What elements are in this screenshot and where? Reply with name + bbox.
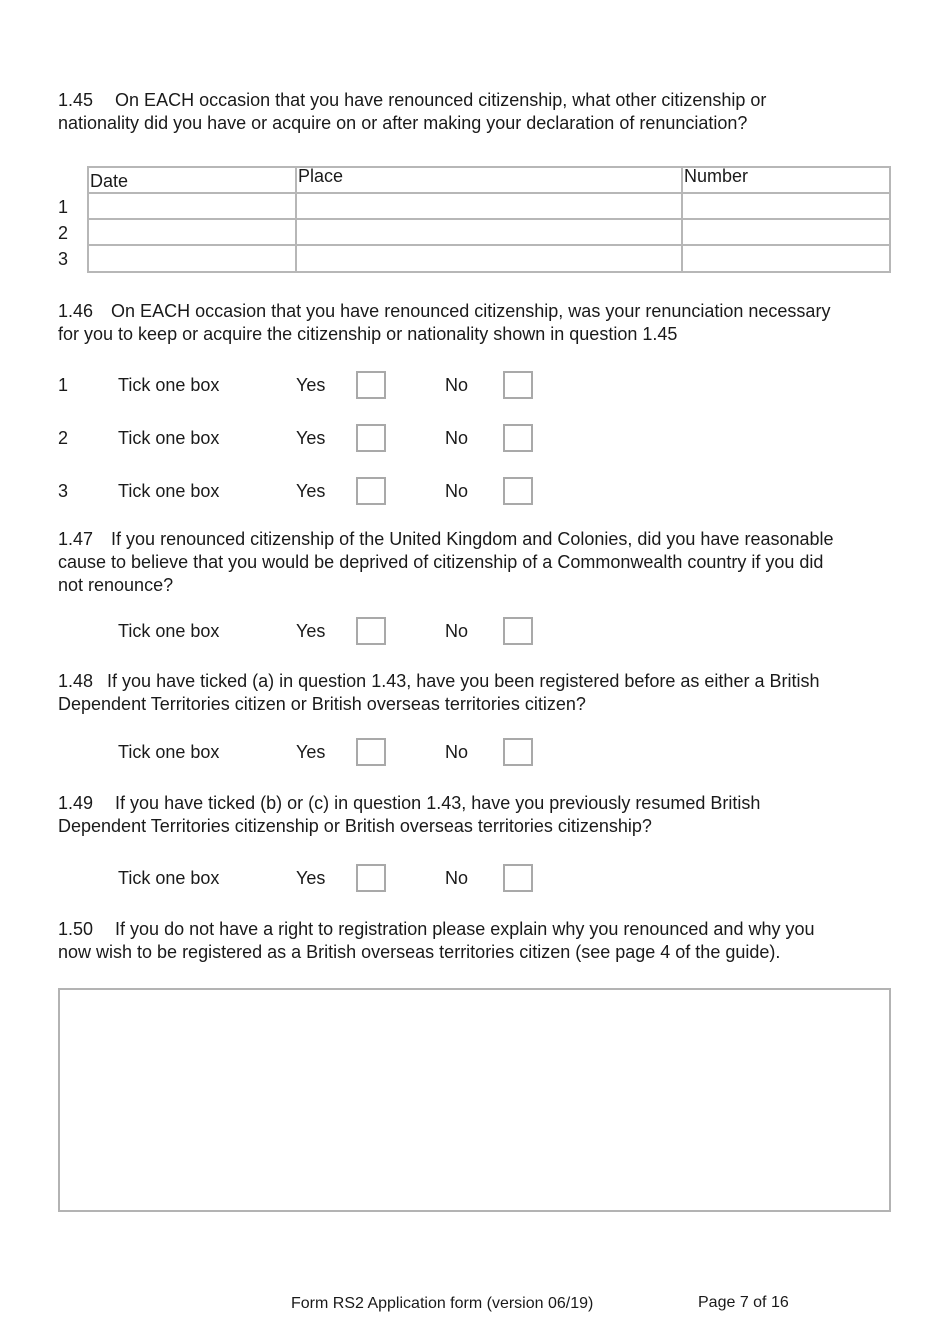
question-number: 1.50 xyxy=(58,919,94,939)
tick-prompt: Tick one box xyxy=(118,621,220,641)
question-number: 1.48 xyxy=(58,671,94,691)
q147-yes-checkbox[interactable] xyxy=(356,617,386,645)
question-1-48-line1: 1.48 If you have ticked (a) in question 1.43, have you been registered before as either a British xyxy=(58,671,820,691)
q147-no-checkbox[interactable] xyxy=(503,617,533,645)
yes-label: Yes xyxy=(296,868,326,888)
number-input-3[interactable] xyxy=(681,244,891,273)
question-1-47-line3: not renounce? xyxy=(58,575,174,595)
question-1-46-line1: 1.46 On EACH occasion that you have renounced citizenship, was your renunciation necessary xyxy=(58,301,831,321)
question-1-49-line1: 1.49 If you have ticked (b) or (c) in question 1.43, have you previously resumed British xyxy=(58,793,761,813)
question-number: 1.49 xyxy=(58,793,94,813)
footer-page-number: Page 7 of 16 xyxy=(698,1294,789,1311)
question-1-50-line2: now wish to be registered as a British overseas territories citizen (see page 4 of the guide). xyxy=(58,942,781,962)
number-input-1[interactable] xyxy=(681,192,891,220)
answer-row-number: 2 xyxy=(58,428,69,448)
header-place: Place xyxy=(295,166,683,194)
tick-prompt: Tick one box xyxy=(118,428,220,448)
q146-row1-no-checkbox[interactable] xyxy=(503,371,533,399)
yes-label: Yes xyxy=(296,481,326,501)
yes-label: Yes xyxy=(296,375,326,395)
q146-row1-yes-checkbox[interactable] xyxy=(356,371,386,399)
question-1-47-line1: 1.47 If you renounced citizenship of the United Kingdom and Colonies, did you have reasonable xyxy=(58,529,834,549)
no-label: No xyxy=(445,481,469,501)
question-1-48-line2: Dependent Territories citizen or British overseas territories citizen? xyxy=(58,694,586,714)
answer-row-number: 1 xyxy=(58,375,69,395)
question-1-45-line2: nationality did you have or acquire on or after making your declaration of renunciation? xyxy=(58,113,748,133)
header-date: Date xyxy=(87,166,297,194)
q146-row3-no-checkbox[interactable] xyxy=(503,477,533,505)
place-input-3[interactable] xyxy=(295,244,683,273)
question-number: 1.47 xyxy=(58,529,94,549)
question-1-46-line2: for you to keep or acquire the citizenship or nationality shown in question 1.45 xyxy=(58,324,678,344)
no-label: No xyxy=(445,428,469,448)
tick-prompt: Tick one box xyxy=(118,481,220,501)
yes-label: Yes xyxy=(296,428,326,448)
question-1-50-line1: 1.50 If you do not have a right to registration please explain why you renounced and why you xyxy=(58,919,815,939)
q149-yes-checkbox[interactable] xyxy=(356,864,386,892)
date-input-3[interactable] xyxy=(87,244,297,273)
q148-no-checkbox[interactable] xyxy=(503,738,533,766)
q146-row2-yes-checkbox[interactable] xyxy=(356,424,386,452)
explanation-textarea[interactable] xyxy=(58,988,891,1212)
no-label: No xyxy=(445,621,469,641)
table-row-number: 2 xyxy=(58,223,69,243)
date-input-2[interactable] xyxy=(87,218,297,246)
table-row-number: 1 xyxy=(58,197,69,217)
no-label: No xyxy=(445,868,469,888)
tick-prompt: Tick one box xyxy=(118,742,220,762)
place-input-2[interactable] xyxy=(295,218,683,246)
q149-no-checkbox[interactable] xyxy=(503,864,533,892)
table-row-number: 3 xyxy=(58,249,69,269)
footer-form-label: Form RS2 Application form (version 06/19) xyxy=(291,1295,594,1312)
no-label: No xyxy=(445,742,469,762)
header-number: Number xyxy=(681,166,891,194)
number-input-2[interactable] xyxy=(681,218,891,246)
yes-label: Yes xyxy=(296,742,326,762)
question-1-45-line1: 1.45 On EACH occasion that you have renounced citizenship, what other citizenship or xyxy=(58,90,767,110)
q146-row2-no-checkbox[interactable] xyxy=(503,424,533,452)
tick-prompt: Tick one box xyxy=(118,868,220,888)
question-1-49-line2: Dependent Territories citizenship or British overseas territories citizenship? xyxy=(58,816,652,836)
question-1-47-line2: cause to believe that you would be deprived of citizenship of a Commonwealth country if you did xyxy=(58,552,824,572)
answer-row-number: 3 xyxy=(58,481,69,501)
date-input-1[interactable] xyxy=(87,192,297,220)
q146-row3-yes-checkbox[interactable] xyxy=(356,477,386,505)
place-input-1[interactable] xyxy=(295,192,683,220)
yes-label: Yes xyxy=(296,621,326,641)
tick-prompt: Tick one box xyxy=(118,375,220,395)
q148-yes-checkbox[interactable] xyxy=(356,738,386,766)
question-number: 1.45 xyxy=(58,90,94,110)
no-label: No xyxy=(445,375,469,395)
question-number: 1.46 xyxy=(58,301,94,321)
